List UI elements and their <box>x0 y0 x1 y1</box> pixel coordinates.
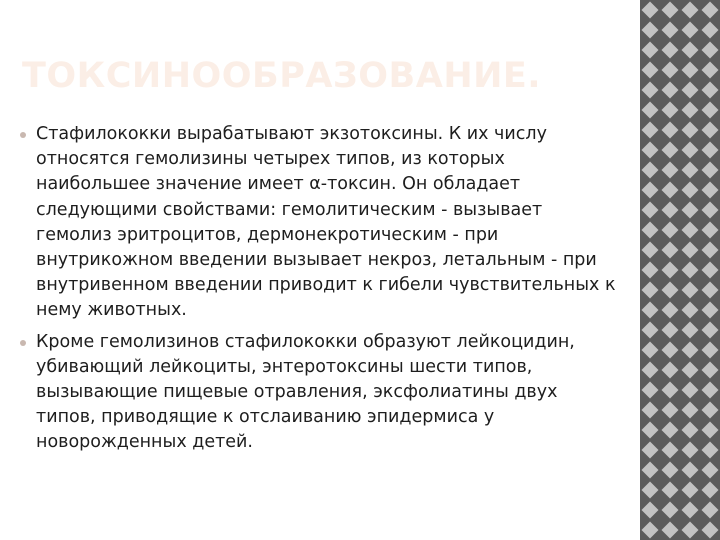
bullet-dot-icon <box>20 340 26 346</box>
bullet-text: Кроме гемолизинов стафилококки образуют лейкоцидин, убивающий лейкоциты, энтеротоксины шести типов, вызывающие пищевые отравления, эксфолиатины двух типов, приводящие к отслаиванию эпидермиса у новорожденных детей. <box>36 331 575 453</box>
diamond-pattern-decoration <box>640 0 720 540</box>
bullet-item <box>20 330 620 456</box>
slide-title: ТОКСИНООБРАЗОВАНИЕ. <box>22 56 542 96</box>
bullet-text: Стафилококки вырабатывают экзотоксины. К их числу относятся гемолизины четырех типов, из которых наибольшее значение имеет α-токсин. Он обладает следующими свойствами: гемолитическим - вызывает гемолиз эритроцитов, дермонекротическим - при внутрикожном введении вызывает некроз, летальным - при внутривенном введении приводит к гибели чувствительных к нему животных. <box>36 124 616 321</box>
bullet-list <box>20 122 620 462</box>
bullet-item <box>20 122 620 324</box>
bullet-dot-icon <box>20 132 26 138</box>
